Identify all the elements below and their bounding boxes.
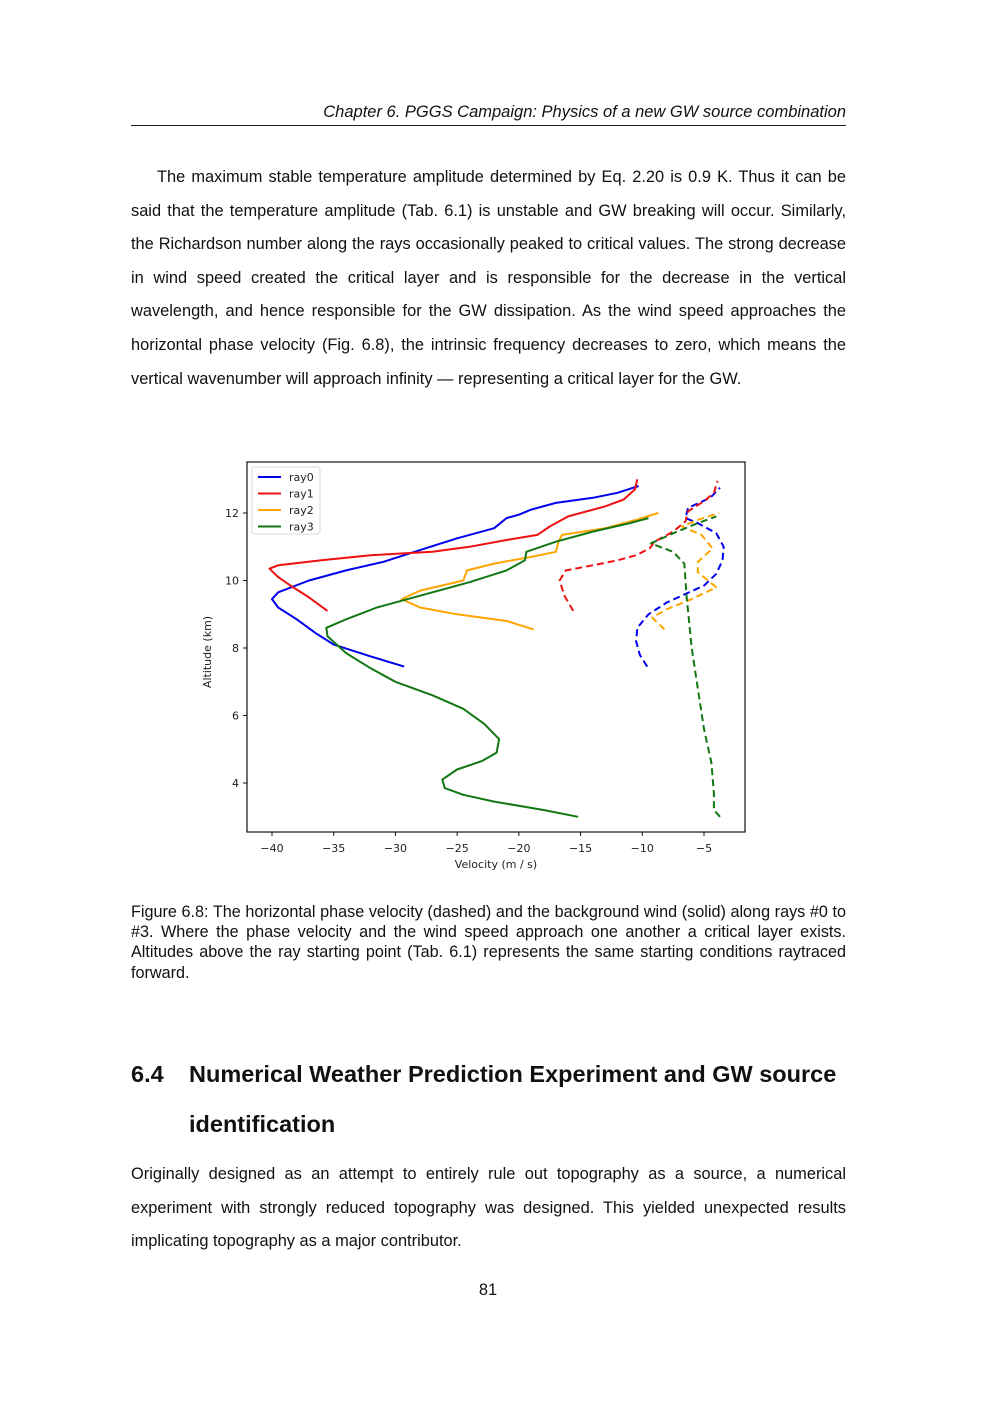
figure-6-8 (195, 455, 755, 880)
x-tick-label: −30 (383, 842, 408, 855)
legend-label-ray1: ray1 (289, 487, 314, 501)
section-title: Numerical Weather Prediction Experiment and GW source identification (189, 1061, 837, 1137)
x-tick-label: −40 (260, 842, 284, 855)
legend-label-ray2: ray2 (289, 504, 314, 517)
axes-frame (247, 462, 745, 832)
x-tick-label: −25 (445, 842, 469, 855)
ray3-dashed-line (651, 516, 720, 816)
ray1-dashed-line (560, 481, 718, 611)
x-tick-label: −15 (568, 842, 593, 855)
body-paragraph-1 (131, 161, 846, 396)
velocity-altitude-chart (195, 455, 755, 880)
legend-label-ray3: ray3 (289, 520, 314, 534)
y-axis-label: Altitude (km) (201, 615, 214, 689)
x-tick-label: −35 (322, 842, 346, 855)
running-title: Chapter 6. PGGS Campaign: Physics of a new GW source combination (323, 103, 846, 121)
legend-label-ray0: ray0 (289, 471, 314, 484)
running-header (131, 101, 846, 126)
ray2-dashed-line (652, 513, 719, 629)
y-tick-label: 6 (232, 709, 239, 723)
chart-legend (252, 467, 320, 534)
body-paragraph-2 (131, 1158, 846, 1259)
paragraph-text: The maximum stable temperature amplitude determined by Eq. 2.20 is 0.9 K. Thus it can be said that the temperature amplitude (Tab. 6.1) is unstable and GW breaking will occur. Similarly, the Richardson number along the rays occasionally peaked to critical values. The strong decrease in wind speed created the critical layer and is responsible for the decrease in the vertical wavelength, and hence responsible for the GW dissipation. As the wind speed approaches the horizontal phase velocity (Fig. 6.8), the intrinsic frequency decreases to zero, which means the vertical wavenumber will approach infinity — representing a critical layer for the GW. (131, 168, 846, 388)
figure-caption: Figure 6.8: The horizontal phase velocity (dashed) and the background wind (solid) along rays #0 to #3. Where the phase velocity and the wind speed approach one another a critical layer exists. Altitudes above the ray starting point (Tab. 6.1) represents the same starting conditions raytraced forward. (131, 903, 846, 982)
ray2-solid-line (402, 513, 659, 629)
x-tick-label: −20 (507, 842, 531, 855)
y-tick-label: 4 (232, 777, 239, 790)
y-tick-label: 8 (232, 642, 239, 655)
page-number: 81 (478, 1281, 498, 1299)
y-tick-label: 12 (225, 507, 239, 520)
y-tick-label: 10 (225, 574, 239, 588)
x-axis-label: Velocity (m / s) (454, 858, 538, 871)
paragraph-text: Originally designed as an attempt to entirely rule out topography as a source, a numerical experiment with strongly reduced topography was designed. This yielded unexpected results implicating topography as a major contributor. (131, 1165, 846, 1251)
x-tick-label: −10 (630, 842, 654, 855)
section-number: 6.4 (131, 1061, 164, 1087)
ray0-dashed-line (636, 488, 724, 667)
x-tick-label: −5 (695, 842, 713, 855)
